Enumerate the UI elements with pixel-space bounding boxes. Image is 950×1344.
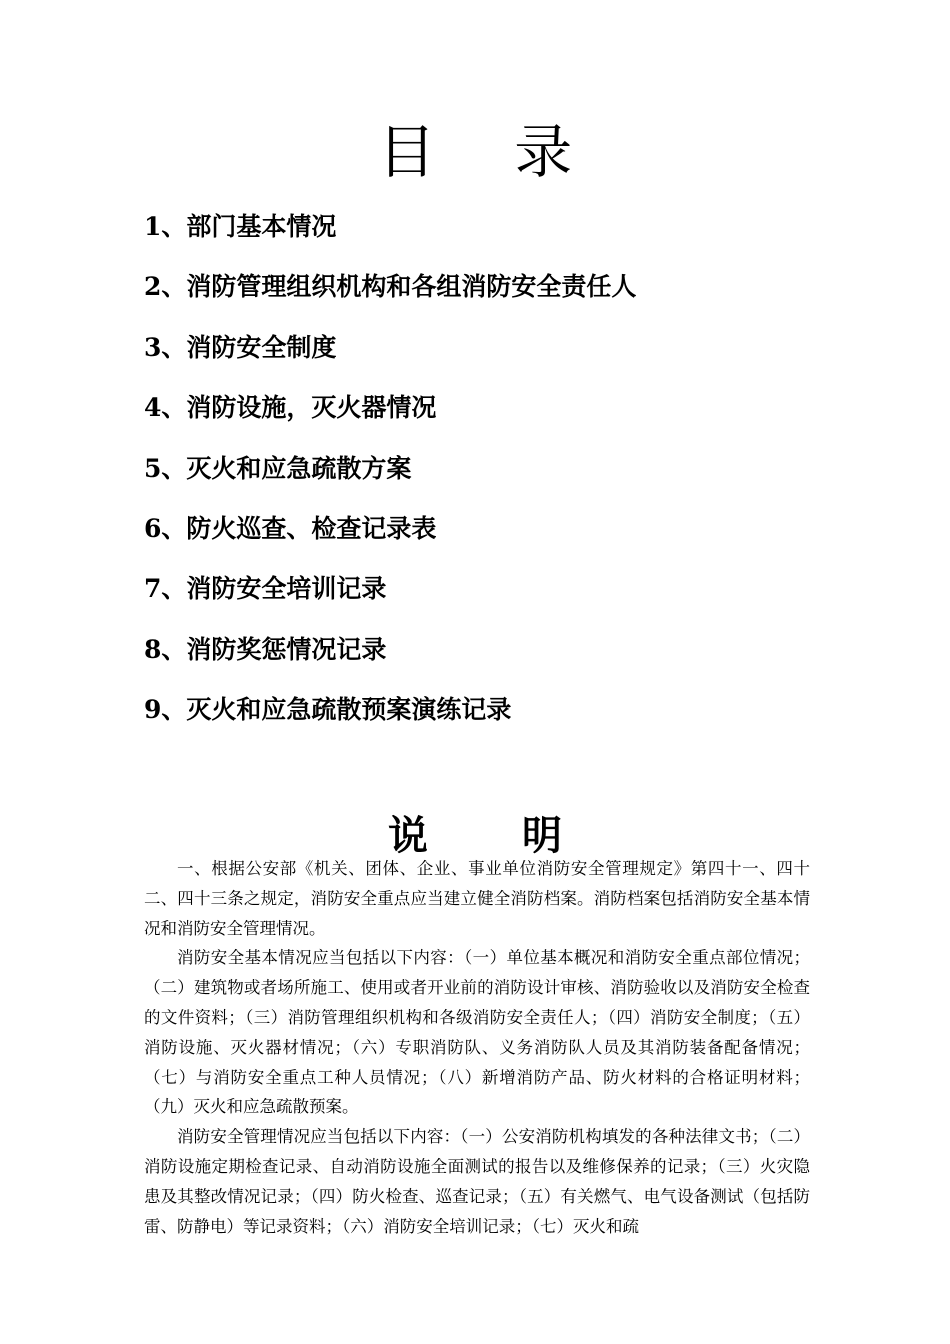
toc-item-9: 9、灭火和应急疏散预案演练记录 xyxy=(144,695,512,725)
toc-item-3: 3、消防安全制度 xyxy=(144,332,337,362)
explanation-paragraph-1: 一、根据公安部《机关、团体、企业、事业单位消防安全管理规定》第四十一、四十二、四十三条之规定，消防安全重点应当建立健全消防档案。消防档案包括消防安全基本情况和消防安全管理情况。 xyxy=(144,859,810,938)
explanation-paragraph-3: 消防安全管理情况应当包括以下内容：（一）公安消防机构填发的各种法律文书；（二）消防设施定期检查记录、自动消防设施全面测试的报告以及维修保养的记录；（三）火灾隐患及其整改情况记录；（四）防火检查、巡查记录；（五）有关燃气、电气设备测试（包括防雷、防静电）等记录资料；（六）消防安全培训记录；（七）灭火和疏 xyxy=(144,1127,810,1236)
toc-item-7: 7、消防安全培训记录 xyxy=(144,574,387,604)
explanation-body xyxy=(144,854,810,1241)
explanation-title: 说 明 xyxy=(388,812,602,859)
toc-item-8: 8、消防奖惩情况记录 xyxy=(144,634,387,664)
toc-item-1: 1、部门基本情况 xyxy=(144,212,337,241)
toc-item-5: 5、灭火和应急疏散方案 xyxy=(144,453,412,483)
explanation-paragraph-2: 消防安全基本情况应当包括以下内容：（一）单位基本概况和消防安全重点部位情况；（二）建筑物或者场所施工、使用或者开业前的消防设计审核、消防验收以及消防安全检查的文件资料；（三）消防管理组织机构和各级消防安全责任人；（四）消防安全制度；（五）消防设施、灭火器材情况；（六）专职消防队、义务消防队人员及其消防装备配备情况；（七）与消防安全重点工种人员情况；（八）新增消防产品、防火材料的合格证明材料；（九）灭火和应急疏散预案。 xyxy=(144,948,810,1117)
toc-item-4: 4、消防设施，灭火器情况 xyxy=(144,393,437,423)
toc-item-2: 2、消防管理组织机构和各组消防安全责任人 xyxy=(144,272,637,302)
toc-title: 目 录 xyxy=(377,118,603,186)
toc-item-6: 6、防火巡查、检查记录表 xyxy=(144,513,437,543)
toc-list xyxy=(144,206,844,750)
